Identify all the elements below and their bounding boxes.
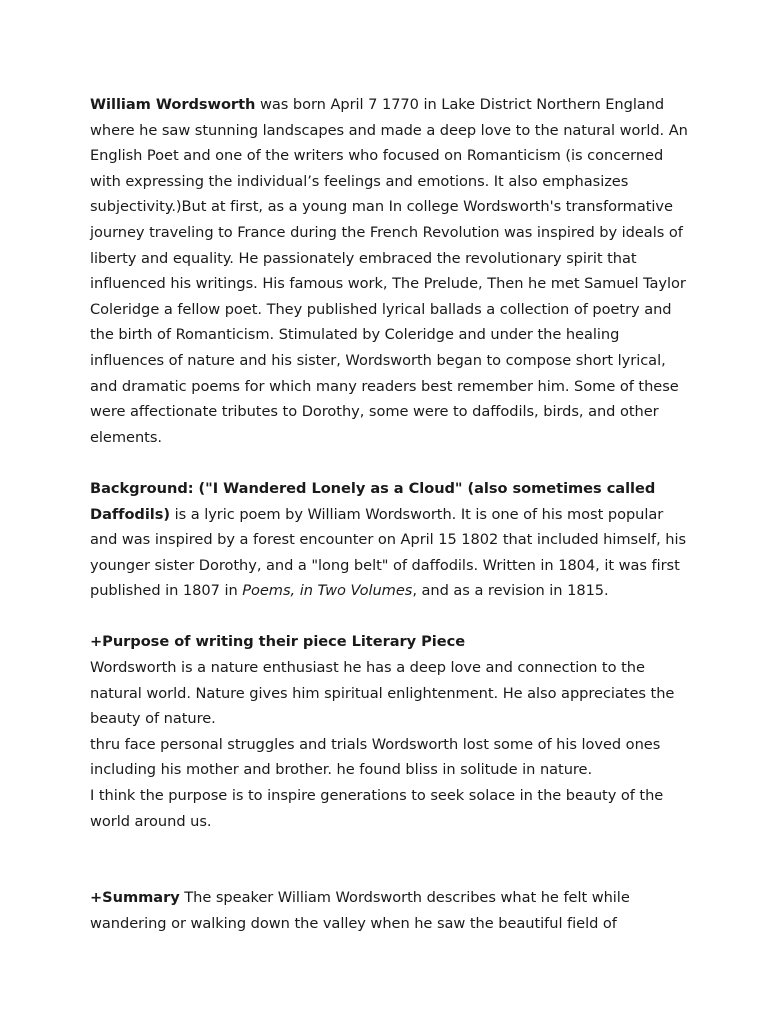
background-text: is a lyric poem by William Wordsworth. It is one of his most popular and was inspired by a forest encounter on April 15 1802 that included himself, his younger sister Dorothy, and a "long belt" of daffodils. Written in 1804, it was first published in 1807 in (90, 505, 687, 600)
intro-lead: William Wordsworth (90, 96, 256, 113)
purpose-line-3: I think the purpose is to inspire generations to seek solace in the beauty of the world around us. (90, 787, 664, 830)
background-heading: Background: ("I Wandered Lonely as a Cloud" (also sometimes called Daffodils) (90, 479, 656, 523)
purpose-line-2: thru face personal struggles and trials Wordsworth lost some of his loved ones including his mother and brother. he found bliss in solitude in nature. (90, 735, 661, 779)
background-italic-title: Poems, in Two Volumes (242, 582, 413, 600)
purpose-line-1: Wordsworth is a nature enthusiast he has a deep love and connection to the natural world. Nature gives him spiritual enlightenment. He also appreciates the beauty of nature. (90, 659, 675, 728)
summary-text: The speaker William Wordsworth describes what he felt while wandering or walking down the valley when he saw the beautiful field of (90, 889, 630, 932)
summary-heading: +Summary (90, 889, 180, 907)
intro-text: was born April 7 1770 in Lake District Northern England where he saw stunning landscapes and made a deep love to the natural world. An English Poet and one of the writers who focused on Romanticism (is concerned with expressing the individual’s feelings and emotions. It also emphasizes subjectivity.)But at first, as a young man In college Wordsworth's transformative journey traveling to France during the French Revolution was inspired by ideals of liberty and equality. He passionately embraced the revolutionary spirit that influenced his writings. His famous work, The Prelude, Then he met Samuel Taylor Coleridge a fellow poet. They published lyrical ballads a collection of poetry and the birth of Romanticism. Stimulated by Coleridge and under the healing influences of nature and his sister, Wordsworth began to compose short lyrical, and dramatic poems for which many readers best remember him. Some of these were affectionate tributes to Dorothy, some were to daffodils, birds, and other elements. (90, 96, 688, 446)
purpose-heading: +Purpose of writing their piece Literary Piece (90, 633, 466, 651)
background-text-end: , and as a revision in 1815. (412, 582, 609, 600)
background-paragraph (90, 476, 690, 604)
intro-paragraph (90, 92, 690, 450)
summary-paragraph (90, 885, 690, 936)
document-page (90, 92, 690, 937)
